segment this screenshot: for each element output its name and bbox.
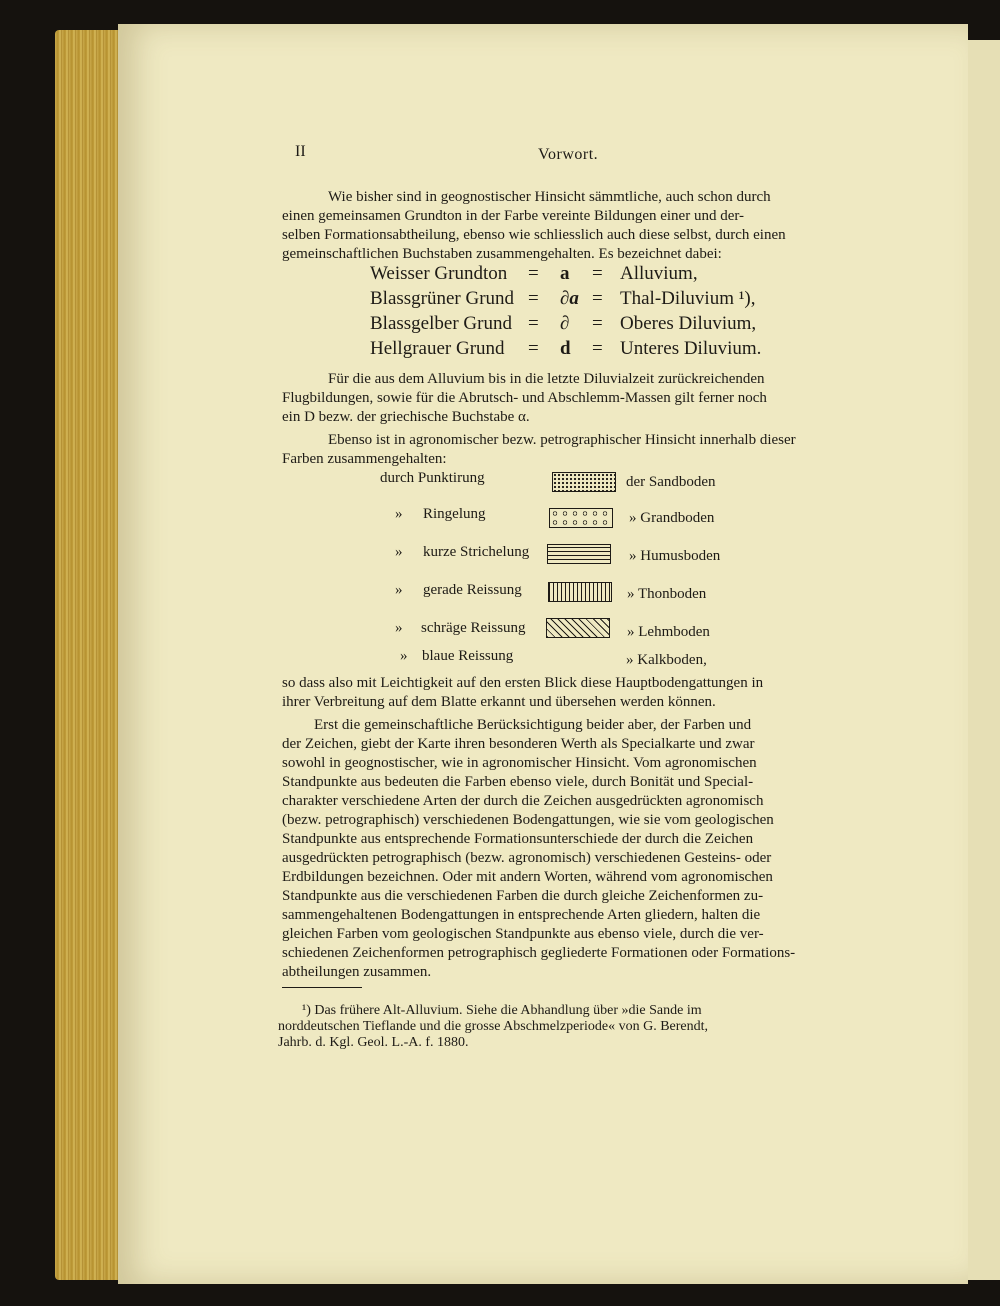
text-line: (bezw. petrographisch) verschiedenen Bodengattungen, wie sie vom geologischen (282, 812, 774, 828)
clay-pattern-swatch (548, 582, 612, 602)
paragraph-5 (282, 716, 832, 982)
eq-symbol: a (560, 263, 570, 284)
footnote-line: Jahrb. d. Kgl. Geol. L.-A. f. 1880. (278, 1035, 469, 1050)
text-line: sammengehaltenen Bodengattungen in entsprechende Arten gliedern, halten die (282, 907, 761, 923)
text-line: Standpunkte aus entsprechende Formationsunterschiede der durch die Zeichen (282, 831, 754, 847)
eq-value: Alluvium, (620, 263, 698, 284)
eq-value: Thal-Diluvium ¹), (620, 288, 756, 309)
text-line: Standpunkte aus die verschiedenen Farben die durch gleiche Zeichenformen zu- (282, 888, 764, 904)
legend-meaning: » Kalkboden, (626, 652, 707, 668)
text-line: Erst die gemeinschaftliche Berücksichtigung beider aber, der Farben und (314, 717, 752, 733)
legend-prefix: » (395, 544, 403, 560)
eq-sign: = (528, 288, 539, 309)
eq-symbol: ∂ (560, 313, 570, 334)
text-line: ein D bezw. der griechische Buchstabe α. (282, 409, 530, 425)
eq-label: Weisser Grundton (370, 263, 508, 284)
legend-meaning: » Thonboden (627, 586, 707, 602)
text-line: Ebenso ist in agronomischer bezw. petrographischer Hinsicht innerhalb dieser (328, 432, 796, 448)
footnote-rule (282, 987, 362, 988)
legend-prefix: » (400, 648, 408, 664)
text-line: gleichen Farben vom geologischen Standpunkte aus ebenso viele, durch die ver- (282, 926, 764, 942)
gravel-pattern-swatch (549, 508, 613, 528)
eq-value: Oberes Diluvium, (620, 313, 757, 334)
legend-prefix: » (395, 582, 403, 598)
legend-meaning: » Lehmboden (627, 624, 710, 640)
text-line: Erdbildungen bezeichnen. Oder mit andern Worten, während vom agronomischen (282, 869, 773, 885)
paragraph-3 (282, 431, 832, 469)
eq-symbol: ∂a (560, 288, 579, 309)
page-number: II (295, 143, 306, 160)
text-line: Für die aus dem Alluvium bis in die letzte Diluvialzeit zurückreichenden (328, 371, 765, 387)
text-line: Farben zusammengehalten: (282, 451, 447, 467)
text-line: charakter verschiedene Arten der durch die Zeichen ausgedrückten agronomisch (282, 793, 764, 809)
paragraph-2 (282, 370, 832, 427)
text-line: ihrer Verbreitung auf dem Blatte erkannt und übersehen werden können. (282, 694, 716, 710)
eq-value: Unteres Diluvium. (620, 338, 762, 359)
text-line: abtheilungen zusammen. (282, 964, 432, 980)
eq-sign: = (592, 263, 603, 284)
text-line: sowohl in geognostischer, wie in agronomischer Hinsicht. Vom agronomischen (282, 755, 757, 771)
eq-label: Hellgrauer Grund (370, 338, 505, 359)
paragraph-1 (282, 188, 832, 264)
footnote-line: norddeutschen Tieflande und die grosse Abschmelzperiode« von G. Berendt, (278, 1019, 709, 1034)
text-line: ausgedrückten petrographisch (bezw. agronomisch) verschiedenen Gesteins- oder (282, 850, 772, 866)
eq-sign: = (528, 313, 539, 334)
text-line: einen gemeinsamen Grundton in der Farbe vereinte Bildungen einer und der- (282, 208, 745, 224)
eq-sign: = (592, 288, 603, 309)
eq-sign: = (592, 313, 603, 334)
footnote (278, 1003, 818, 1051)
paragraph-4 (282, 674, 832, 712)
text-line: selben Formationsabtheilung, ebenso wie schliesslich auch diese selbst, durch einen (282, 227, 786, 243)
legend-label: Ringelung (423, 506, 486, 522)
legend-meaning: » Grandboden (629, 510, 715, 526)
sand-pattern-swatch (552, 472, 616, 492)
eq-sign: = (528, 263, 539, 284)
loam-pattern-swatch (546, 618, 610, 638)
text-line: Wie bisher sind in geognostischer Hinsicht sämmtliche, auch schon durch (328, 189, 771, 205)
eq-label: Blassgelber Grund (370, 313, 512, 334)
legend-prefix: » (395, 506, 403, 522)
legend-label: kurze Strichelung (423, 544, 530, 560)
legend-prefix: » (395, 620, 403, 636)
legend-label: gerade Reissung (423, 582, 522, 598)
text-line: Flugbildungen, sowie für die Abrutsch- und Abschlemm-Massen gilt ferner noch (282, 390, 767, 406)
text-line: gemeinschaftlichen Buchstaben zusammengehalten. Es bezeichnet dabei: (282, 246, 722, 262)
text-line: so dass also mit Leichtigkeit auf den ersten Blick diese Hauptbodengattungen in (282, 675, 764, 691)
text-line: schiedenen Zeichenformen petrographisch gegliederte Formationen oder Formations- (282, 945, 796, 961)
running-title: Vorwort. (538, 146, 599, 163)
text-line: Standpunkte aus bedeuten die Farben ebenso viele, durch Bonität und Special- (282, 774, 754, 790)
humus-pattern-swatch (547, 544, 611, 564)
eq-sign: = (528, 338, 539, 359)
facing-page-edge (963, 40, 1000, 1280)
legend-label: durch Punktirung (380, 470, 485, 486)
text-line: der Zeichen, giebt der Karte ihren besonderen Werth als Specialkarte und zwar (282, 736, 755, 752)
legend-meaning: der Sandboden (626, 474, 716, 490)
eq-symbol: d (560, 338, 571, 359)
legend-label: blaue Reissung (422, 648, 514, 664)
legend-label: schräge Reissung (421, 620, 526, 636)
eq-sign: = (592, 338, 603, 359)
eq-label: Blassgrüner Grund (370, 288, 515, 309)
footnote-line: ¹) Das frühere Alt-Alluvium. Siehe die Abhandlung über »die Sande im (302, 1003, 702, 1018)
legend-meaning: » Humusboden (629, 548, 721, 564)
